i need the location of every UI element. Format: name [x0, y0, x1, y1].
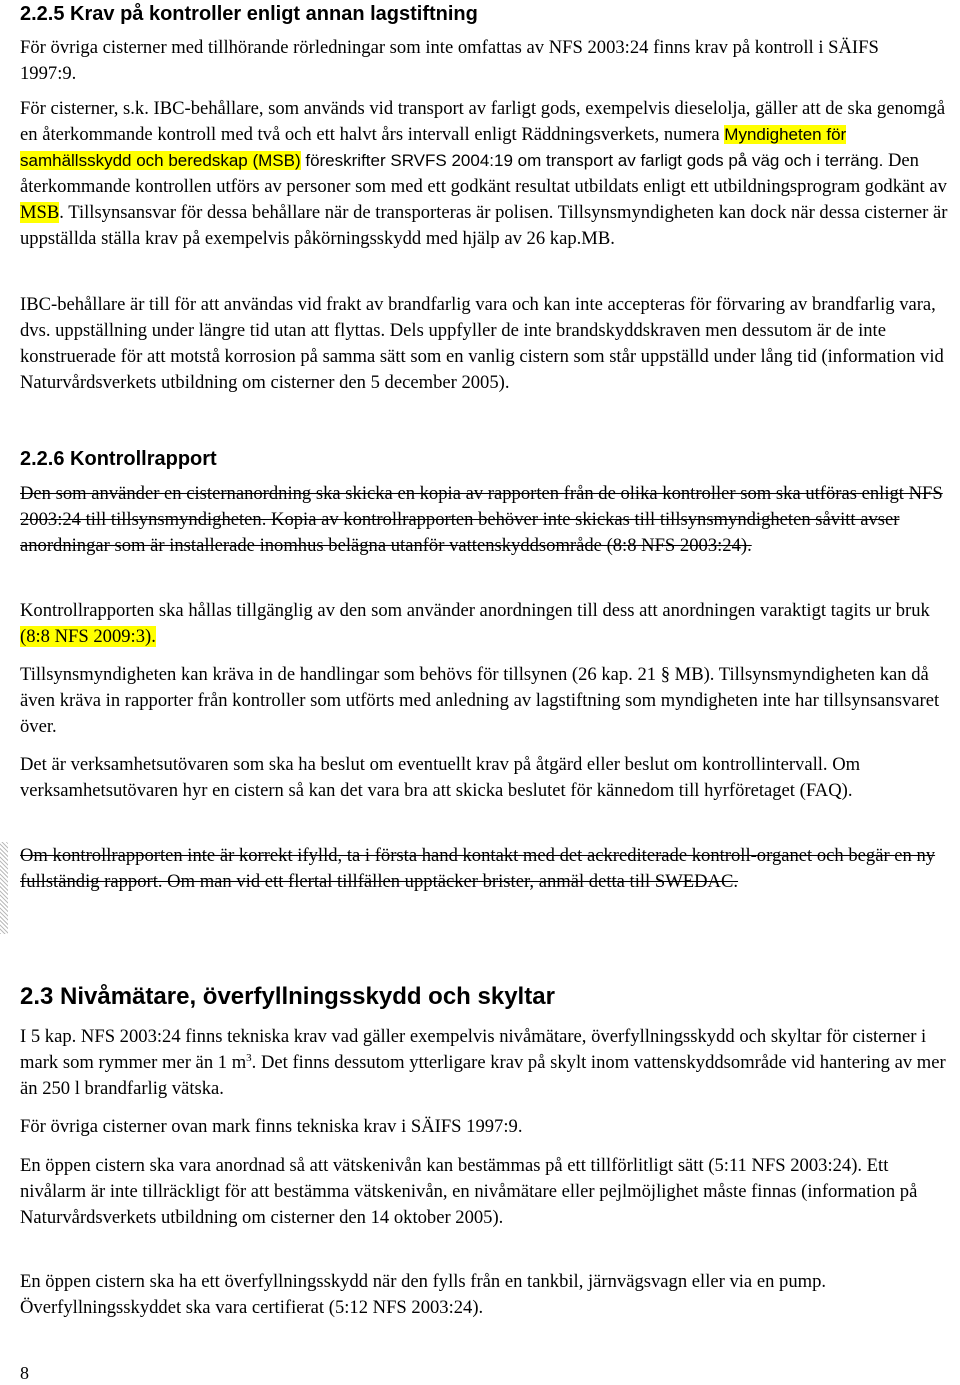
paragraph-authority-request: Tillsynsmyndigheten kan kräva in de handlingar som behövs för tillsynen (26 kap. 21 § MB). Tillsynsmyndigheten kan då även kräva in rapporter från kontroller som utförts med anledning av lagstiftning som myndigheten inte har tillsynsansvaret över.	[20, 664, 940, 737]
paragraph-incorrect-report-struck: Om kontrollrapporten inte är korrekt ifylld, ta i första hand kontakt med det ackrediterade kontroll-organet och begär en ny fullständig rapport. Om man vid ett flertal tillfällen upptäcker brister, anmäl detta till SWEDAC.	[20, 845, 936, 892]
report-ref-highlight: (8:8 NFS 2009:3).	[20, 626, 156, 647]
superscript-3: 3	[246, 1051, 252, 1064]
paragraph-level-gauges	[20, 1024, 950, 1102]
margin-change-bar	[0, 842, 8, 934]
ibc-text-c: Den återkommande kontrollen utförs av personer som med ett godkänt resultat utbildats enligt ett utbildningsprogram godkänt av	[20, 150, 947, 197]
ibc-text-a: För cisterner, s.k. IBC-behållare, som används vid transport av farligt gods, exempelvis dieselolja, gäller att de ska genomgå en återkommande kontroll med två och ett halvt års intervall enligt Räddningsverkets, numera	[20, 98, 946, 145]
msb-highlight: Myndigheten för samhällsskydd och beredskap (MSB)	[20, 125, 847, 170]
heading-2-2-6: 2.2.6 Kontrollrapport	[20, 448, 217, 470]
paragraph-report-available	[20, 598, 935, 650]
report-text: Kontrollrapporten ska hållas tillgänglig av den som använder anordningen till dess att anordningen varaktigt tagits ur bruk	[20, 600, 930, 621]
msb-abbr-highlight: MSB	[20, 202, 60, 223]
paragraph-above-ground: För övriga cisterner ovan mark finns tekniska krav i SÄIFS 1997:9.	[20, 1116, 523, 1137]
heading-2-2-5: 2.2.5 Krav på kontroller enligt annan lagstiftning	[20, 3, 478, 25]
paragraph-ibc-storage: IBC-behållare är till för att användas vid frakt av brandfarlig vara och kan inte accepteras för förvaring av brandfarlig vara, dvs. uppställning under längre tid utan att flyttas. Dels uppfyller de inte brandskyddskraven men dessutom är de inte konstruerade för att motstå korrosion på samma sätt som en vanlig cistern som står uppställd under lång tid (information vid Naturvårdsverkets utbildning om cisterner den 5 december 2005).	[20, 294, 944, 393]
page-number: 8	[20, 1363, 29, 1383]
paragraph-open-cistern-level: En öppen cistern ska vara anordnad så att vätskenivån kan bestämmas på ett tillförlitligt sätt (5:11 NFS 2003:24). Ett nivålarm är inte tillräckligt för att bestämma vätskenivån, en nivåmätare eller pejlmöjlighet måste finnas (information på Naturvårdsverkets utbildning om cisterner den 14 oktober 2005).	[20, 1155, 918, 1228]
paragraph-ibc-containers	[20, 96, 950, 252]
ibc-text-b: föreskrifter SRVFS 2004:19 om transport av farligt gods på väg och i terräng.	[300, 151, 884, 170]
level-text-a: I 5 kap. NFS 2003:24 finns tekniska krav vad gäller exempelvis nivåmätare, överfyllningsskydd och skyltar för cisterner i mark som rymmer mer än 1 m	[20, 1026, 927, 1073]
paragraph-operator-decision: Det är verksamhetsutövaren som ska ha beslut om eventuellt krav på åtgärd eller beslut om kontrollintervall. Om verksamhetsutövaren hyr en cistern så kan det vara bra att skicka beslutet för kännedom till hyrföretaget (FAQ).	[20, 754, 861, 801]
ibc-text-d: . Tillsynsansvar för dessa behållare när de transporteras är polisen. Tillsynsmyndigheten kan dock när dessa cisterner är uppställda ställa krav på exempelvis påkörningsskydd med hjälp av 26 kap.MB.	[20, 202, 948, 249]
paragraph-report-struck: Den som använder en cisternanordning ska skicka en kopia av rapporten från de olika kontroller som ska utföras enligt NFS 2003:24 till tillsynsmyndigheten. Kopia av kontrollrapporten behöver inte skickas till tillsynsmyndigheten såvitt avser anordningar som är installerade inomhus belägna utanför vattenskyddsområde (8:8 NFS 2003:24).	[20, 483, 943, 556]
paragraph-overfill-protection: En öppen cistern ska ha ett överfyllningsskydd när den fylls från en tankbil, järnvägsvagn eller via en pump. Överfyllningsskyddet ska vara certifierat (5:12 NFS 2003:24).	[20, 1271, 827, 1318]
level-text-b: . Det finns dessutom ytterligare krav på skylt inom vattenskyddsområde vid hantering av mer än 250 l brandfarlig vätska.	[20, 1052, 946, 1099]
paragraph-other-cisterns: För övriga cisterner med tillhörande rörledningar som inte omfattas av NFS 2003:24 finns krav på kontroll i SÄIFS 1997:9.	[20, 37, 879, 84]
heading-2-3: 2.3 Nivåmätare, överfyllningsskydd och skyltar	[20, 983, 555, 1010]
